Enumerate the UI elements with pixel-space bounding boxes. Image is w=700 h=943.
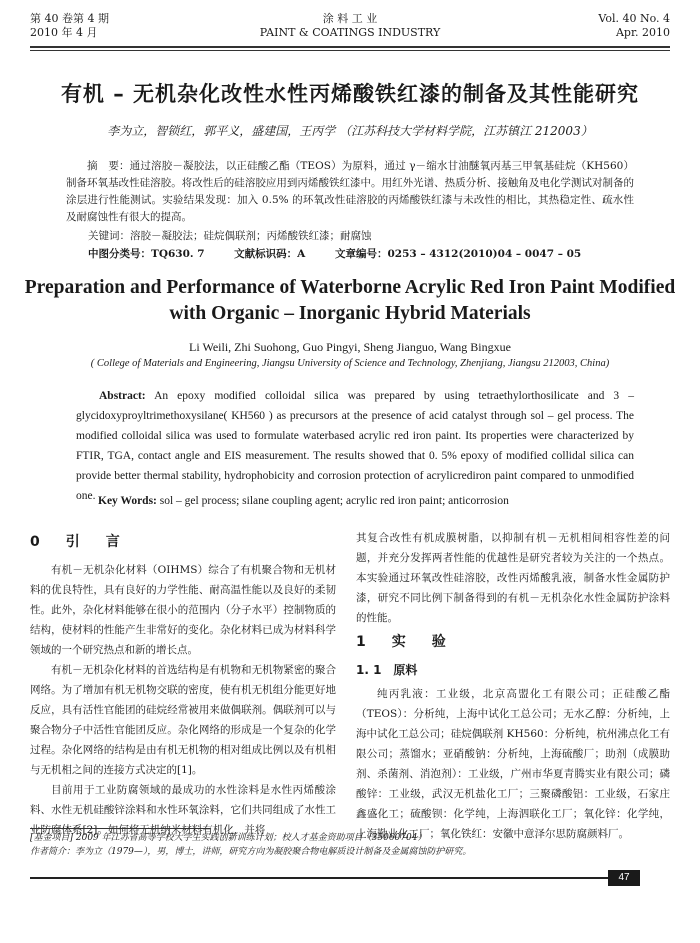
left-column [30, 528, 336, 840]
abstract-en-text: An epoxy modified colloidal silica was prepared by using tetraethylorthosilicate and 3 – glycidoxyproyltrimethoxysilane( KH560 ) as precursors at the presence of acid catalyst through sol – gel process. The modified colloidal silica was used to formulate waterbased acrylic red iron paint. Its properties were characterized by FTIR, TGA, contact angle and EIS measurement. The results showed that 0. 5% epoxy of modified collidal silica can provide better thermal stability, hydrophobicity and corrosion protection of acrylicrediron paint compared to unmodified one. [76, 390, 634, 502]
affiliation-en: ( College of Materials and Engineering, Jiangsu University of Science and Technology, Zhenjiang, Jiangsu 212003, China) [90, 358, 610, 369]
article-number: 文章编号：0253 – 4312(2010)04 – 0047 – 05 [334, 248, 582, 260]
journal-name-en: PAINT & COATINGS INDUSTRY [259, 26, 441, 39]
volume-issue-en: Vol. 40 No. 4 [598, 12, 670, 25]
section-0-heading: 0 引 言 [30, 534, 126, 550]
page-number: 47 [608, 870, 640, 886]
date-cn: 2010 年 4 月 [30, 26, 98, 39]
abstract-label: Abstract: [99, 390, 146, 402]
paragraph: 有机－无机杂化材料（OIHMS）综合了有机聚合物和无机材料的优良特性，具有良好的力学性能、耐高温性能以及良好的柔韧性。此外，杂化材料能够在很小的范围内（分子水平）控制物质的结构，使材料的性能产生非常好的变化。杂化材料已成为材料科学领域的一个研究热点和新的增长点。 [30, 564, 336, 656]
title-en: Preparation and Performance of Waterborne Acrylic Red Iron Paint Modified with Organic – Inorganic Hybrid Materials [24, 277, 676, 324]
title-cn: 有机 – 无机杂化改性水性丙烯酸铁红漆的制备及其性能研究 [60, 82, 640, 106]
running-header [30, 12, 670, 46]
section-1-1-heading: 1. 1 原料 [356, 663, 418, 677]
date-en: Apr. 2010 [615, 26, 670, 39]
abstract-cn: 摘 要：通过溶胶－凝胶法，以正硅酸乙酯（TEOS）为原料，通过 γ－缩水甘油醚氧丙基三甲氧基硅烷（KH560）制备环氧基改性硅溶胶。将改性后的硅溶胶应用到丙烯酸铁红漆中。用红外光谱、热质分析、接触角及电化学测试对制备的涂层进行性能测试。实验结果发现：加入 0.5% 的环氧改性硅溶胶的丙烯酸铁红漆与未改性的相比，其热稳定性、疏水性及耐腐蚀性有很大的提高。 [66, 160, 634, 223]
paragraph: 有机－无机杂化材料的首选结构是有机物和无机物紧密的聚合网络。为了增加有机无机物交联的密度，使有机无机组分能更好地反应，具有活性官能团的硅烷经常被用来做偶联剂。偶联剂可以与聚合物分子中活性官能团反应。杂化网络的形成是一个复杂的化学过程。杂化网络的结构是由有机无机物的相对组成比例以及有机相与无机相之间的连接方式决定的[1]。 [30, 664, 336, 776]
right-column [356, 528, 670, 844]
header-rule-thin [30, 50, 670, 51]
journal-name-cn: 涂 料 工 业 [322, 12, 378, 25]
paragraph: 纯丙乳液：工业级，北京高盟化工有限公司；正硅酸乙酯（TEOS）：分析纯，上海中试化工总公司；无水乙醇：分析纯，上海中试化工总公司；硅烷偶联剂 KH560：分析纯，杭州沸点化工有限公司；蒸馏水；亚硝酸钠：分析纯，上海硫酸厂；助剂（成膜助剂、杀菌剂、消泡剂）：工业级，广州市华夏青腾实业有限公司；磷酸锌：工业级，武汉无机盐化工厂；三聚磷酸铝：工业级，石家庄鑫盛化工；硫酸钡：化学纯，上海泗联化工厂；氧化锌：化学纯，上海勤业化工厂；氧化铁红：安徽中意泽尔思防腐颜料厂。 [356, 688, 670, 840]
header-rule [30, 46, 670, 48]
header-center [30, 12, 670, 40]
keywords-en [98, 495, 634, 507]
clc-number: 中图分类号：TQ630. 7 [88, 248, 205, 260]
footnote-author: 作者简介：李为立（1979—），男，博士，讲师，研究方向为凝胶聚合物电解质设计制备及金属腐蚀防护研究。 [30, 847, 472, 857]
authors-en: Li Weili, Zhi Suohong, Guo Pingyi, Sheng Jianguo, Wang Bingxue [189, 340, 511, 354]
classification-line [88, 246, 634, 261]
section-1-heading: 1 实 验 [356, 634, 452, 650]
footnote-fund: [基金项目] 2009 年江苏省高等学校大学生实践创新训练计划；校人才基金资助项目（35060704） [30, 833, 427, 843]
doc-code: 文献标识码：A [234, 248, 306, 260]
footnote-rule [30, 828, 210, 829]
keywords-en-text: sol – gel process; silane coupling agent; acrylic red iron paint; anticorrosion [159, 495, 509, 507]
footer-rule [30, 877, 608, 879]
abstract-en [76, 386, 634, 506]
keywords-label: Key Words: [98, 495, 157, 507]
keywords-cn: 关键词：溶胶－凝胶法；硅烷偶联剂；丙烯酸铁红漆；耐腐蚀 [88, 230, 372, 242]
paragraph: 其复合改性有机成膜树脂，以抑制有机－无机相间相容性差的问题，并充分发挥两者性能的优越性是研究者较为关注的一个热点。本实验通过环氧改性硅溶胶，改性丙烯酸乳液，制备水性金属防护漆，研究不同比例下制备得到的有机－无机杂化水性金属防护涂料的性能。 [356, 532, 670, 624]
paragraph: 目前用于工业防腐领域的最成功的水性涂料是水性丙烯酸涂料、水性无机硅酸锌涂料和水性环氧涂料，它们共同组成了水性工业防腐体系[2]。如何将无机纳米材料有机化，并将 [30, 784, 336, 836]
header-right [598, 12, 670, 40]
volume-issue-cn: 第 40 卷第 4 期 [30, 12, 109, 25]
authors-cn: 李为立，智锁红，郭平义，盛建国，王丙学 （江苏科技大学材料学院，江苏镇江 212003） [107, 124, 593, 138]
